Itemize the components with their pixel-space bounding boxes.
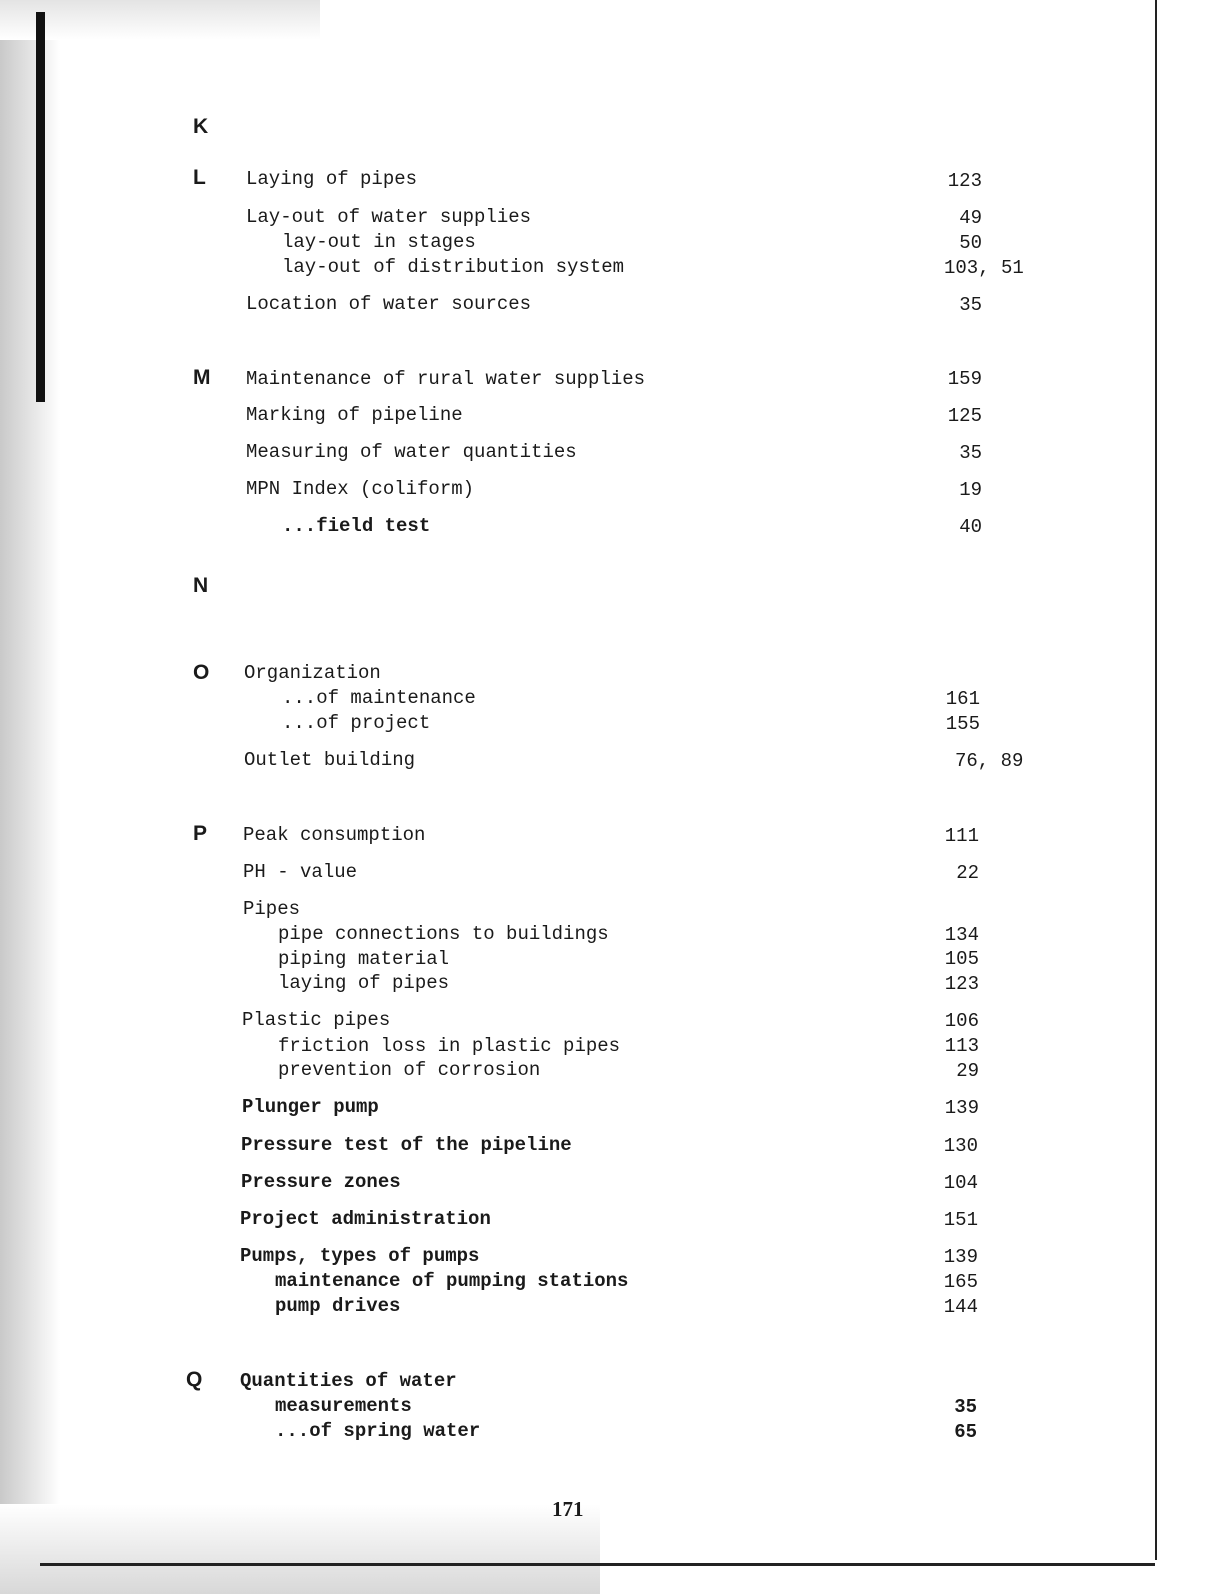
index-page-ref: 123 xyxy=(947,170,982,192)
index-entry: Pressure test of the pipeline xyxy=(241,1134,572,1156)
index-page-ref: 76, 89 xyxy=(955,750,1024,772)
index-subentry: ...field test xyxy=(282,515,431,537)
index-page-ref: 130 xyxy=(943,1135,978,1157)
index-entry: Project administration xyxy=(240,1208,491,1230)
index-page-ref: 35 xyxy=(959,442,982,464)
index-page-ref: 22 xyxy=(956,862,979,884)
index-entry: Measuring of water quantities xyxy=(246,441,577,463)
page-number: 171 xyxy=(552,1497,584,1521)
index-page-ref: 144 xyxy=(943,1296,978,1318)
index-page-ref: 65 xyxy=(954,1421,977,1443)
section-letter-l: L xyxy=(193,166,206,189)
index-entry: Pumps, types of pumps xyxy=(240,1245,480,1267)
index-entry: PH - value xyxy=(243,861,358,883)
index-subentry: ...of project xyxy=(282,712,431,734)
index-page-ref: 105 xyxy=(944,948,979,970)
index-entry: Lay-out of water supplies xyxy=(246,206,532,228)
index-page-ref: 29 xyxy=(956,1060,979,1082)
section-letter-o: O xyxy=(193,661,210,684)
index-entry: MPN Index (coliform) xyxy=(246,478,475,500)
index-entry: Laying of pipes xyxy=(246,168,418,190)
index-subentry: pipe connections to buildings xyxy=(278,923,609,945)
index-subentry: prevention of corrosion xyxy=(278,1059,541,1081)
index-page-ref: 123 xyxy=(944,973,979,995)
index-page-ref: 50 xyxy=(959,232,982,254)
index-subentry: lay-out in stages xyxy=(282,231,476,253)
index-entry: Quantities of water xyxy=(240,1370,457,1392)
index-page-ref: 155 xyxy=(945,713,980,735)
index-entry: Marking of pipeline xyxy=(246,404,463,426)
section-letter-k: K xyxy=(193,115,209,138)
index-page-ref: 151 xyxy=(943,1209,978,1231)
index-subentry: lay-out of distribution system xyxy=(282,256,625,278)
section-letter-m: M xyxy=(193,366,211,389)
index-entry: Organization xyxy=(244,662,381,684)
index-page-ref: 103, 51 xyxy=(944,257,1024,279)
index-entry: Outlet building xyxy=(244,749,416,771)
index-page-ref: 40 xyxy=(959,516,982,538)
index-page-ref: 113 xyxy=(944,1035,979,1057)
index-subentry: laying of pipes xyxy=(278,972,450,994)
index-entry: Pressure zones xyxy=(241,1171,401,1193)
index-subentry: maintenance of pumping stations xyxy=(275,1270,629,1292)
index-subentry: ...of maintenance xyxy=(282,687,476,709)
index-page-ref: 35 xyxy=(954,1396,977,1418)
index-page-ref: 111 xyxy=(944,825,979,847)
index-page-ref: 139 xyxy=(944,1097,979,1119)
index-entry: Peak consumption xyxy=(243,824,426,846)
section-letter-q: Q xyxy=(186,1368,203,1391)
page-right-edge xyxy=(1155,0,1157,1560)
index-subentry: pump drives xyxy=(275,1295,401,1317)
index-page-ref: 49 xyxy=(959,207,982,229)
binding-edge-mark xyxy=(36,12,45,402)
index-page-ref: 134 xyxy=(944,924,979,946)
scan-shadow-bottom xyxy=(0,1504,600,1594)
section-letter-n: N xyxy=(193,574,209,597)
index-entry: Location of water sources xyxy=(246,293,532,315)
index-page-ref: 104 xyxy=(943,1172,978,1194)
index-subentry: measurements xyxy=(275,1395,412,1417)
index-page-ref: 125 xyxy=(947,405,982,427)
index-entry: Plastic pipes xyxy=(242,1009,391,1031)
index-page-ref: 106 xyxy=(944,1010,979,1032)
index-subentry: piping material xyxy=(278,948,450,970)
index-page-ref: 139 xyxy=(943,1246,978,1268)
index-entry: Pipes xyxy=(243,898,301,920)
index-subentry: ...of spring water xyxy=(275,1420,481,1442)
index-page-ref: 159 xyxy=(947,368,982,390)
section-letter-p: P xyxy=(193,822,208,845)
index-page-ref: 165 xyxy=(943,1271,978,1293)
index-entry: Maintenance of rural water supplies xyxy=(246,368,646,390)
scan-shadow-top xyxy=(0,0,320,40)
index-page-ref: 161 xyxy=(945,688,980,710)
index-page-ref: 19 xyxy=(959,479,982,501)
page-bottom-edge xyxy=(40,1563,1155,1566)
index-entry: Plunger pump xyxy=(242,1096,379,1118)
scan-shadow-left xyxy=(0,0,60,1594)
index-page-ref: 35 xyxy=(959,294,982,316)
index-subentry: friction loss in plastic pipes xyxy=(278,1035,621,1057)
